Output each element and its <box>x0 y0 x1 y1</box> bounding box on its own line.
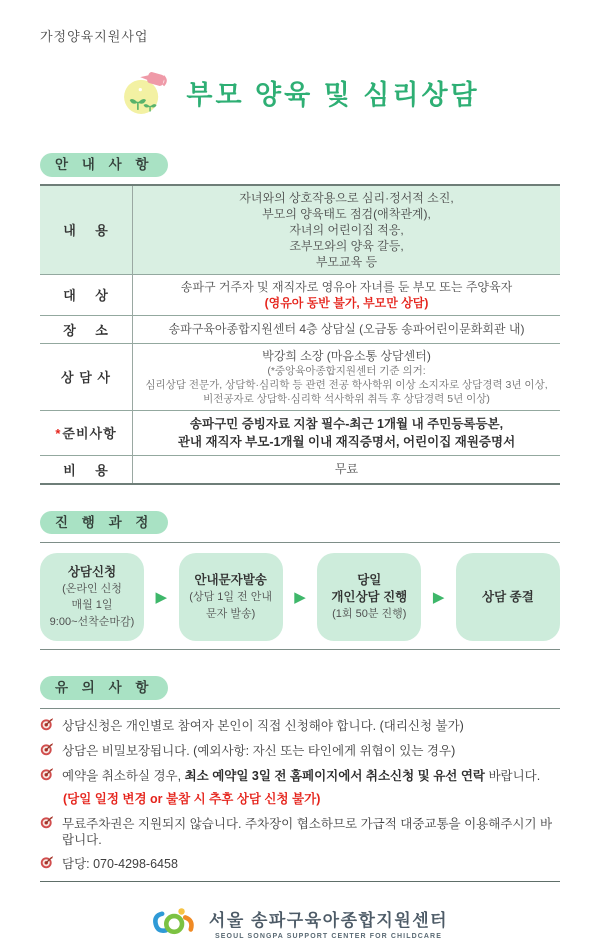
info-line: (*중앙육아종합지원센터 기준 의거: <box>267 364 426 377</box>
section-heading-info: 안 내 사 항 <box>40 153 168 177</box>
step-title: 개인상담 진행 <box>331 589 408 604</box>
notice-text: 담당: 070-4298-6458 <box>62 857 178 871</box>
flow-arrow-icon: ▶ <box>294 588 306 606</box>
info-table-row <box>40 343 560 410</box>
notice-text: 상담신청은 개인별로 참여자 본인이 직접 신청해야 합니다. (대리신청 불가) <box>62 718 464 733</box>
process-step <box>40 553 144 641</box>
step-title: 안내문자발송 <box>194 573 267 587</box>
step-detail: 문자 발송) <box>206 607 256 620</box>
info-row-label: 장 소 <box>40 315 133 343</box>
org-name-korean: 서울 송파구육아종합지원센터 <box>208 911 449 931</box>
info-line: (영유아 동반 불가, 부모만 상담) <box>264 295 429 310</box>
info-row-label: 내 용 <box>40 185 133 275</box>
flow-arrow-icon: ▶ <box>432 588 445 606</box>
notice-item <box>40 743 560 760</box>
info-table-row <box>40 410 560 455</box>
required-asterisk: * <box>55 426 62 441</box>
info-table-row <box>40 274 560 315</box>
org-name-block <box>209 906 448 940</box>
process-step <box>456 553 560 641</box>
dart-target-icon <box>40 717 54 735</box>
notice-item <box>40 718 560 735</box>
info-line: 송파구민 증빙자료 지참 필수-최근 1개월 내 주민등록등본, <box>189 416 504 431</box>
center-logo-mark-icon <box>152 906 200 940</box>
dart-target-icon <box>40 767 54 785</box>
notice-text: 상담은 비밀보장됩니다. (예외사항: 자신 또는 타인에게 위협이 있는 경우) <box>62 743 456 758</box>
notice-text: 무료주차권은 지원되지 않습니다. 주차장이 협소하므로 가급적 대중교통을 이용해주시기 바랍니다. <box>62 816 553 847</box>
info-line: 송파구 거주자 및 재직자로 영유아 자녀를 둔 부모 또는 주양육자 <box>180 279 513 294</box>
info-line: 박강희 소장 (마음소통 상담센터) <box>262 348 431 363</box>
step-detail: (상담 1일 전 안내 <box>189 591 272 603</box>
info-row-content <box>133 315 561 343</box>
watering-can-sprout-icon <box>120 67 172 117</box>
process-step <box>317 553 421 641</box>
dart-target-icon <box>40 742 54 760</box>
org-name-english: SEOUL SONGPA SUPPORT CENTER FOR CHILDCARE <box>215 933 442 940</box>
dart-target-icon <box>40 815 54 833</box>
process-flow <box>40 553 560 641</box>
notice-item <box>40 816 560 849</box>
footer-logo-block <box>40 906 560 940</box>
step-detail: 매월 1일 <box>71 599 113 612</box>
info-table-row <box>40 315 560 343</box>
info-line: 심리상담 전문가, 상담학·심리학 등 관련 전공 학사학위 이상 소지자로 상담경력 3년 이상, <box>145 378 548 391</box>
info-row-label: 상 담 사 <box>40 343 133 410</box>
info-row-content <box>133 274 561 315</box>
divider <box>40 649 560 650</box>
info-row-label: 비 용 <box>40 455 133 484</box>
divider <box>40 881 560 882</box>
notice-item <box>40 791 560 807</box>
notice-list <box>40 718 560 874</box>
process-step <box>179 553 283 641</box>
flow-arrow-icon: ▶ <box>155 588 168 606</box>
info-line: 부모의 양육태도 점검(애착관계), <box>262 206 431 221</box>
divider <box>40 542 560 543</box>
info-line: 송파구육아종합지원센터 4층 상담실 (오금동 송파어린이문화회관 내) <box>168 322 525 336</box>
info-line: 비전공자로 상담학·심리학 석사학위 취득 후 상담경력 5년 이상) <box>203 392 490 405</box>
step-detail: 9:00~선착순마감) <box>49 615 135 628</box>
section-heading-notice: 유 의 사 항 <box>40 676 168 700</box>
step-title: 당일 <box>357 572 382 587</box>
notice-item <box>40 856 560 873</box>
page-title: 부모 양육 및 심리상담 <box>186 79 480 110</box>
program-label: 가정양육지원사업 <box>40 29 149 44</box>
info-table <box>40 184 560 485</box>
title-block <box>40 61 560 123</box>
notice-item <box>40 768 560 785</box>
info-row-label: *준비사항 <box>40 410 133 455</box>
info-row-label: 대 상 <box>40 274 133 315</box>
info-line: 관내 재직자 부모-1개월 이내 재직증명서, 어린이집 재원증명서 <box>177 434 516 449</box>
step-detail: (온라인 신청 <box>62 582 122 595</box>
section-heading-process: 진 행 과 정 <box>40 511 168 535</box>
step-detail: (1회 50분 진행) <box>332 607 407 620</box>
step-title: 상담신청 <box>67 564 117 579</box>
info-table-row <box>40 185 560 275</box>
info-row-content <box>133 343 561 410</box>
notice-text: (당일 일정 변경 or 불참 시 추후 상담 신청 불가) <box>63 792 321 807</box>
info-line: 자녀와의 상호작용으로 심리·정서적 소진, <box>239 190 454 205</box>
info-row-content <box>133 185 561 275</box>
info-line: 조부모와의 양육 갈등, <box>289 238 404 253</box>
info-line: 무료 <box>334 462 359 476</box>
info-table-row <box>40 455 560 484</box>
notice-text: 예약을 취소하실 경우, 최소 예약일 3일 전 홈페이지에서 취소신청 및 유선 연락 바랍니다. <box>62 769 541 783</box>
step-title: 상담 종결 <box>482 589 534 604</box>
info-line: 부모교육 등 <box>315 254 378 269</box>
info-line: 자녀의 어린이집 적응, <box>289 222 404 237</box>
info-row-content <box>133 410 561 455</box>
dart-target-icon <box>40 855 54 873</box>
divider <box>40 708 560 709</box>
info-row-content <box>133 455 561 484</box>
